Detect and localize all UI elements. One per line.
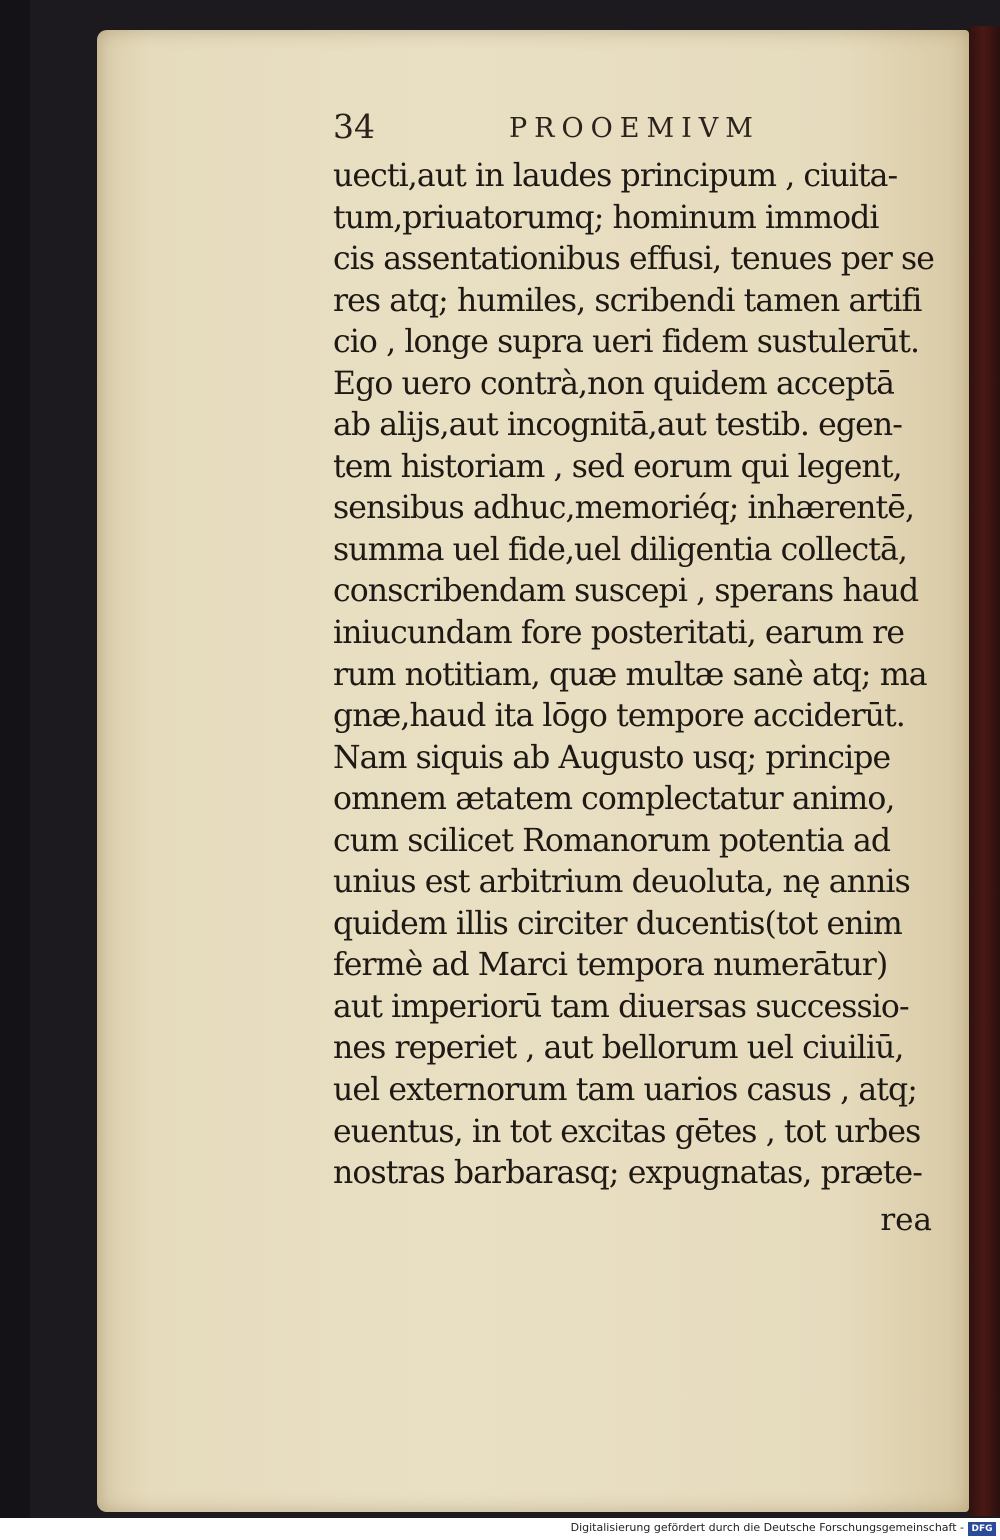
page-header <box>333 103 933 153</box>
text-line: rum notitiam, quæ multæ sanè atq; ma <box>333 656 927 693</box>
text-line: cis assentationibus effusi, tenues per se <box>333 241 935 278</box>
text-line: nostras barbarasq; expugnatas, præte- <box>333 1155 923 1192</box>
text-line: quidem illis circiter ducentis(tot enim <box>333 905 902 942</box>
text-line: res atq; humiles, scribendi tamen artifi <box>333 282 922 319</box>
catchword: rea <box>880 1202 932 1238</box>
text-line: cio , longe supra ueri fidem sustulerūt. <box>333 324 920 361</box>
text-line: tum,priuatorumq; hominum immodi <box>333 199 879 236</box>
text-line: iniucundam fore posteritati, earum re <box>333 615 905 652</box>
text-line: ab alijs,aut incognitā,aut testib. egen- <box>333 407 903 444</box>
text-line: Ego uero contrà,non quidem acceptā <box>333 365 894 402</box>
text-line: Nam siquis ab Augusto usq; principe <box>333 739 891 776</box>
text-line: omnem ætatem complectatur animo, <box>333 781 895 818</box>
text-line: uel externorum tam uarios casus , atq; <box>333 1072 918 1109</box>
text-line: unius est arbitrium deuoluta, nę annis <box>333 864 910 901</box>
text-line: uecti,aut in laudes principum , ciuita- <box>333 158 898 194</box>
text-line: euentus, in tot excitas gētes , tot urbes <box>333 1113 921 1150</box>
text-line: nes reperiet , aut bellorum uel ciuiliū, <box>333 1030 904 1067</box>
text-line: fermè ad Marci tempora numerātur) <box>333 947 888 984</box>
running-title: PROOEMIVM <box>509 113 760 144</box>
text-line: gnæ,haud ita lōgo tempore acciderūt. <box>333 698 905 735</box>
book-spine <box>969 26 1000 1516</box>
digitization-footer <box>0 1518 1000 1540</box>
text-line: sensibus adhuc,memoriéq; inhærentē, <box>333 490 915 527</box>
text-line: conscribendam suscepi , sperans haud <box>333 573 919 610</box>
text-line: tem historiam , sed eorum qui legent, <box>333 448 902 485</box>
book-left-edge <box>0 0 30 1540</box>
text-line: summa uel fide,uel diligentia collectā, <box>333 531 907 568</box>
page-number: 34 <box>333 107 375 146</box>
dfg-logo-icon: DFG <box>968 1522 996 1536</box>
text-line: aut imperiorū tam diuersas successio- <box>333 988 909 1025</box>
body-text <box>333 156 939 1195</box>
footer-credit: Digitalisierung gefördert durch die Deutsche Forschungsgemeinschaft - <box>570 1521 964 1534</box>
text-line: cum scilicet Romanorum potentia ad <box>333 822 891 859</box>
